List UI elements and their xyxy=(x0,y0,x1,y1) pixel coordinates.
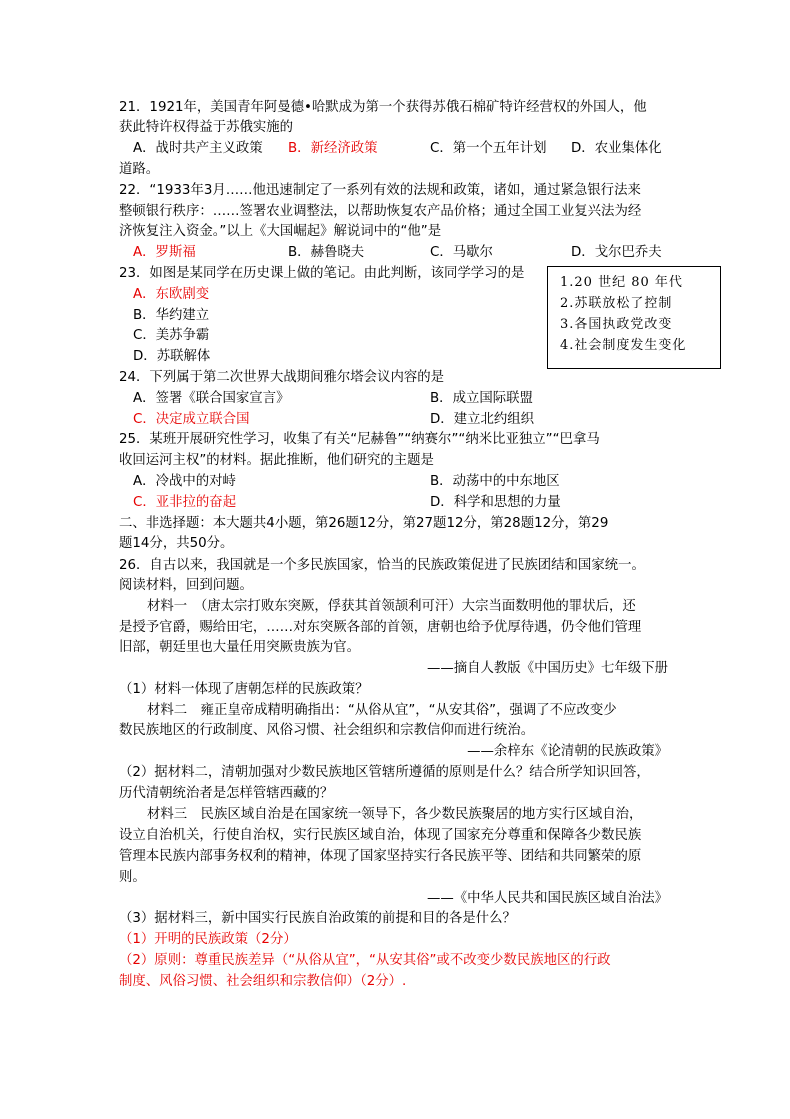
q26-answer2-line1: （2）原则：尊重民族差异（“从俗从宜”，“从安其俗”或不改变少数民族地区的行政 xyxy=(119,953,611,968)
q26-question2-line2: 历代清朝统治者是怎样管辖西藏的？ xyxy=(119,786,334,801)
q24-option-d: D．建立北约组织 xyxy=(430,412,535,427)
q23-option-a: A．东欧剧变 xyxy=(133,287,210,302)
q21-stem-line2: 获此特许权得益于苏俄实施的 xyxy=(119,120,294,135)
q21-option-a: A．战时共产主义政策 xyxy=(133,141,263,156)
q26-material3-line4: 则。 xyxy=(119,870,146,885)
q21-option-c: C．第一个五年计划 xyxy=(430,141,547,156)
q26-material3-line2: 设立自治机关，行使自治权，实行民族区域自治，体现了国家充分尊重和保障各少数民族 xyxy=(119,828,642,843)
q21-stem-line1: 21．1921年，美国青年阿曼德•哈默成为第一个获得苏俄石棉矿特许经营权的外国人，他 xyxy=(119,100,647,115)
q21-option-d-cont: 道路。 xyxy=(119,162,160,177)
q22-option-c: C．马歇尔 xyxy=(430,245,493,260)
q22-option-d: D．戈尔巴乔夫 xyxy=(571,245,662,260)
q26-material1-line1: 材料一 （唐太宗打败东突厥，俘获其首领颉利可汗）大宗当面数明他的罪状后，还 xyxy=(147,599,636,614)
part2-heading-line2: 题14分，共50分。 xyxy=(119,536,234,551)
q23-option-b: B．华约建立 xyxy=(133,308,210,323)
q26-material3-line1: 材料三 民族区域自治是在国家统一领导下，各少数民族聚居的地方实行区域自治， xyxy=(147,807,643,822)
q26-material3-source: ——《中华人民共和国民族区域自治法》 xyxy=(426,891,668,906)
q24-option-b: B．成立国际联盟 xyxy=(430,391,533,406)
q26-stem-line1: 26．自古以来，我国就是一个多民族国家，恰当的民族政策促进了民族团结和国家统一。 xyxy=(119,558,645,573)
q26-question3: （3）据材料三，新中国实行民族自治政策的前提和目的各是什么？ xyxy=(119,911,516,926)
q26-material2-source: ——余梓东《论清朝的民族政策》 xyxy=(467,744,668,759)
q26-question1: （1）材料一体现了唐朝怎样的民族政策？ xyxy=(119,682,369,697)
q25-stem-line2: 收回运河主权”的材料。据此推断，他们研究的主题是 xyxy=(119,453,434,468)
q21-option-b: B．新经济政策 xyxy=(288,141,378,156)
q26-material1-line3: 旧部，朝廷里也大量任用突厥贵族为官。 xyxy=(119,640,361,655)
q21-option-d: D．农业集体化 xyxy=(571,141,662,156)
q26-material2-line2: 数民族地区的行政制度、风俗习惯、社会组织和宗教信仰而进行统治。 xyxy=(119,723,535,738)
q25-option-c: C．亚非拉的奋起 xyxy=(133,495,237,510)
q26-stem-line2: 阅读材料，回到问题。 xyxy=(119,578,253,593)
q26-answer2-line2: 制度、风俗习惯、社会组织和宗教信仰）（2分）. xyxy=(119,974,407,989)
q25-option-b: B．动荡中的中东地区 xyxy=(430,474,560,489)
part2-heading-line1: 二、非选择题：本大题共4小题，第26题12分，第27题12分，第28题12分，第29 xyxy=(119,516,609,531)
q23-stem: 23．如图是某同学在历史课上做的笔记。由此判断，该同学学习的是 xyxy=(119,266,525,281)
q23-option-c: C．美苏争霸 xyxy=(133,328,210,343)
q22-option-a: A．罗斯福 xyxy=(133,245,196,260)
q25-option-d: D．科学和思想的力量 xyxy=(430,495,561,510)
q22-option-b: B．赫鲁晓夫 xyxy=(288,245,365,260)
q23-note-1: 1.20 世纪 80 年代 xyxy=(560,275,683,290)
q22-stem-line3: 济恢复注入资金。”以上《大国崛起》解说词中的“他”是 xyxy=(119,224,442,239)
q23-note-3: 3.各国执政党改变 xyxy=(560,317,673,332)
q24-option-a: A．签署《联合国家宣言》 xyxy=(133,391,290,406)
q25-option-a: A．冷战中的对峙 xyxy=(133,474,236,489)
q23-note-2: 2.苏联放松了控制 xyxy=(560,296,673,311)
q23-option-d: D．苏联解体 xyxy=(133,349,211,364)
q22-stem-line2: 整顿银行秩序：……签署农业调整法，以帮助恢复农产品价格；通过全国工业复兴法为经 xyxy=(119,204,642,219)
q25-stem-line1: 25．某班开展研究性学习，收集了有关“尼赫鲁”“纳赛尔”“纳米比亚独立”“巴拿马 xyxy=(119,432,600,447)
q26-material3-line3: 管理本民族内部事务权利的精神，体现了国家坚持实行各民族平等、团结和共同繁荣的原 xyxy=(119,849,642,864)
q22-stem-line1: 22．“1933年3月……他迅速制定了一系列有效的法规和政策，诸如，通过紧急银行法来 xyxy=(119,183,641,198)
q26-material2-line1: 材料二 雍正皇帝成精明确指出：“从俗从宜”，“从安其俗”，强调了不应改变少 xyxy=(147,703,617,718)
q26-material1-source: ——摘自人教版《中国历史》七年级下册 xyxy=(426,661,668,676)
q24-option-c: C．决定成立联合国 xyxy=(133,412,250,427)
q23-note-4: 4.社会制度发生变化 xyxy=(560,338,687,353)
q26-material1-line2: 是授予官爵，赐给田宅，……对东突厥各部的首领，唐朝也给予优厚待遇，仍令他们管理 xyxy=(119,620,642,635)
q26-question2-line1: （2）据材料二，清朝加强对少数民族地区管辖所遵循的原则是什么？结合所学知识回答， xyxy=(119,765,650,780)
q24-stem: 24．下列属于第二次世界大战期间雅尔塔会议内容的是 xyxy=(119,370,445,385)
q23-notes-box xyxy=(547,266,721,369)
q26-answer1: （1）开明的民族政策（2分） xyxy=(119,932,297,947)
